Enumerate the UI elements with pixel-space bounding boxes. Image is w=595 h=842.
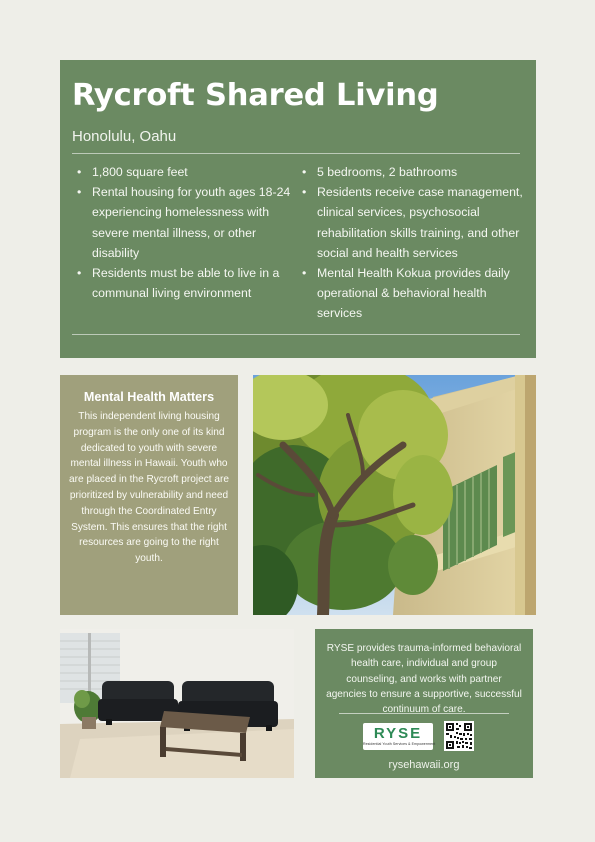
features-list-right (297, 162, 529, 324)
list-item: • Residents must be able to live in a communal living environment (72, 263, 297, 303)
logo-tagline: Residential Youth Services & Empowerment (363, 742, 436, 746)
ryse-info-card (315, 629, 533, 778)
mental-health-card (60, 375, 238, 615)
card-body: This independent living housing program is the only one of its kind dedicated to youth with severe mental illness in Hawaii. Youth who are placed in the Rycroft project are prioritized by vulnerability and need through the Coordinated Entry System. This ensures that the right resources are going to the right youth. (69, 411, 229, 565)
list-item: • Residents receive case management, clinical services, psychosocial rehabilitation skills training, and other social and health services (297, 182, 529, 263)
ryse-logo (363, 723, 436, 750)
website-link[interactable]: rysehawaii.org (388, 759, 460, 771)
features-list-left (72, 162, 297, 303)
qr-code-icon[interactable] (444, 721, 474, 751)
page-title: Rycroft Shared Living (72, 78, 439, 113)
header-card (60, 60, 536, 358)
location-subtitle: Honolulu, Oahu (72, 128, 177, 145)
logo-wordmark: RYSE (373, 725, 423, 742)
list-item: • Rental housing for youth ages 18-24 experiencing homelessness with severe mental illness, or other disability (72, 182, 297, 263)
divider (339, 713, 509, 714)
list-item: • 5 bedrooms, 2 bathrooms (297, 162, 529, 182)
living-room-image (60, 629, 294, 778)
divider-bottom (72, 334, 520, 335)
building-tree-photo (253, 375, 536, 615)
card-heading: Mental Health Matters (83, 390, 215, 404)
living-room-photo (60, 629, 294, 778)
list-item: • Mental Health Kokua provides daily operational & behavioral health services (297, 263, 529, 324)
ryse-description: RYSE provides trauma-informed behavioral health care, individual and group counseling, and works with partner agencies to ensure a supportive, successful continuum of care. (326, 643, 522, 716)
qr-code-graphic (444, 721, 474, 751)
tree-photo-image (253, 375, 536, 615)
divider-top (72, 153, 520, 154)
list-item: • 1,800 square feet (72, 162, 297, 182)
